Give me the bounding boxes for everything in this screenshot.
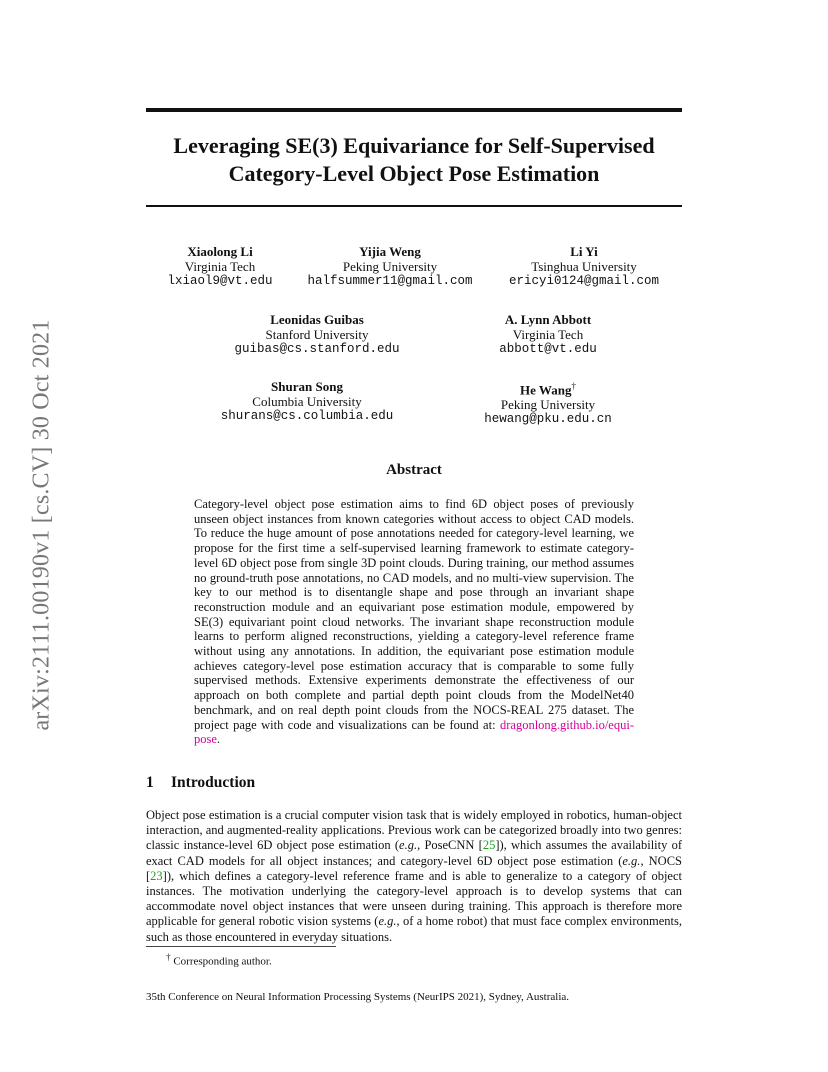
footnote: † Corresponding author.: [166, 952, 272, 968]
author-block: [187, 379, 427, 424]
title-bottom-rule: [146, 205, 682, 207]
author-affiliation: Tsinghua University: [531, 259, 637, 274]
author-email[interactable]: ericyi0124@gmail.com: [508, 274, 660, 288]
section-title: Introduction: [171, 774, 256, 791]
abstract-body: Category-level object pose estimation aims to find 6D object poses of previously unseen object instances from known categories without access to object CAD models. To reduce the huge amount of pose annotations needed for category-level learning, we propose for the first time a self-supervised learning framework to estimate category-level 6D object pose from single 3D point clouds. During training, our method assumes no ground-truth pose annotations, no CAD models, and no multi-view supervision. The key to our method is to disentangle shape and pose through an invariant shape reconstruction module and an equivariant pose estimation module, empowered by SE(3) equivariant point cloud networks. The invariant shape reconstruction module learns to perform aligned reconstructions, yielding a category-level reference frame without using any annotations. In addition, the equivariant pose estimation module achieves category-level pose estimation accuracy that is comparable to some fully supervised methods. Extensive experiments demonstrate the effectiveness of our approach on both complete and partial depth point clouds from the ModelNet40 benchmark, and on real depth point clouds from the NOCS-REAL 275 dataset. The project page with code and visualizations can be found at: dragonlong.github.io/equi-pose.: [194, 497, 634, 747]
author-block: [464, 244, 704, 289]
title-top-rule: [146, 108, 682, 112]
author-block: [428, 312, 668, 357]
author-email[interactable]: halfsummer11@gmail.com: [307, 274, 473, 288]
abstract-text: Category-level object pose estimation aims to find 6D object poses of previously unseen object instances from known categories without access to object CAD models. To reduce the huge amount of pose annotations needed for category-level learning, we propose for the first time a self-supervised learning framework to estimate category-level 6D object pose from single 3D point clouds. During training, our method assumes no ground-truth pose annotations, no CAD models, and no multi-view supervision. The key to our method is to disentangle shape and pose through an invariant shape reconstruction module and an equivariant pose estimation module, empowered by SE(3) equivariant point cloud networks. The invariant shape reconstruction module learns to perform aligned reconstructions, yielding a category-level reference frame without using any annotations. In addition, the equivariant pose estimation module achieves category-level pose estimation accuracy that is comparable to some fully supervised methods. Extensive experiments demonstrate the effectiveness of our approach on both complete and partial depth point clouds from the ModelNet40 benchmark, and on real depth point clouds from the NOCS-REAL 275 dataset. The project page with code and visualizations can be found at:: [194, 497, 634, 732]
author-email[interactable]: abbott@vt.edu: [499, 342, 597, 356]
paper-title: [146, 132, 682, 188]
author-affiliation: Columbia University: [252, 394, 362, 409]
author-name: Shuran Song: [271, 379, 343, 394]
author-email[interactable]: shurans@cs.columbia.edu: [220, 409, 394, 423]
author-email[interactable]: hewang@pku.edu.cn: [484, 412, 612, 427]
footnote-rule: [146, 946, 336, 947]
title-line-2: Category-Level Object Pose Estimation: [228, 161, 600, 186]
venue-note: 35th Conference on Neural Information Processing Systems (NeurIPS 2021), Sydney, Australia.: [146, 991, 570, 1003]
author-affiliation: Virginia Tech: [184, 259, 256, 274]
author-name: Leonidas Guibas: [270, 312, 364, 327]
citation-link[interactable]: 25: [482, 838, 496, 853]
author-email[interactable]: lxiaol9@vt.edu: [167, 274, 273, 288]
section-number: 1: [146, 774, 154, 791]
author-block: [197, 312, 437, 357]
author-affiliation: Peking University: [500, 397, 596, 413]
author-email[interactable]: guibas@cs.stanford.edu: [234, 342, 400, 356]
section-heading: [146, 774, 255, 792]
author-name: He Wang†: [520, 381, 576, 398]
author-name: Yijia Weng: [359, 244, 421, 259]
citation-link[interactable]: 23: [150, 868, 163, 883]
author-affiliation: Stanford University: [265, 327, 369, 342]
arxiv-stamp: arXiv:2111.00190v1 [cs.CV] 30 Oct 2021: [28, 319, 55, 731]
author-affiliation: Peking University: [342, 259, 438, 274]
author-block: [428, 379, 668, 427]
abstract-heading: Abstract: [386, 462, 442, 478]
title-line-1: Leveraging SE(3) Equivariance for Self-Supervised: [173, 133, 655, 158]
author-affiliation: Virginia Tech: [512, 327, 584, 342]
corresponding-mark: †: [571, 381, 576, 391]
intro-paragraph: Object pose estimation is a crucial computer vision task that is widely employed in robotics, human-object interaction, and augmented-reality applications. Previous work can be categorized broadly into two genres: classic instance-level 6D object pose estimation (e.g., PoseCNN [25]), which assumes the availability of exact CAD models for all object instances; and category-level 6D object pose estimation (e.g., NOCS [23]), which defines a category-level reference frame and is able to generalize to a category of object instances. The motivation underlying the category-level approach is to develop systems that can accommodate novel object instances that were unseen during training. This approach is therefore more applicable for general robotic vision systems (e.g., of a home robot) that must face complex environments, such as those encountered in everyday situations.: [146, 808, 683, 944]
project-page-link[interactable]: dragonlong.github.io/equi-pose: [194, 717, 634, 747]
author-name: A. Lynn Abbott: [504, 312, 592, 327]
author-name: Xiaolong Li: [187, 244, 253, 259]
author-name: Li Yi: [570, 244, 598, 259]
